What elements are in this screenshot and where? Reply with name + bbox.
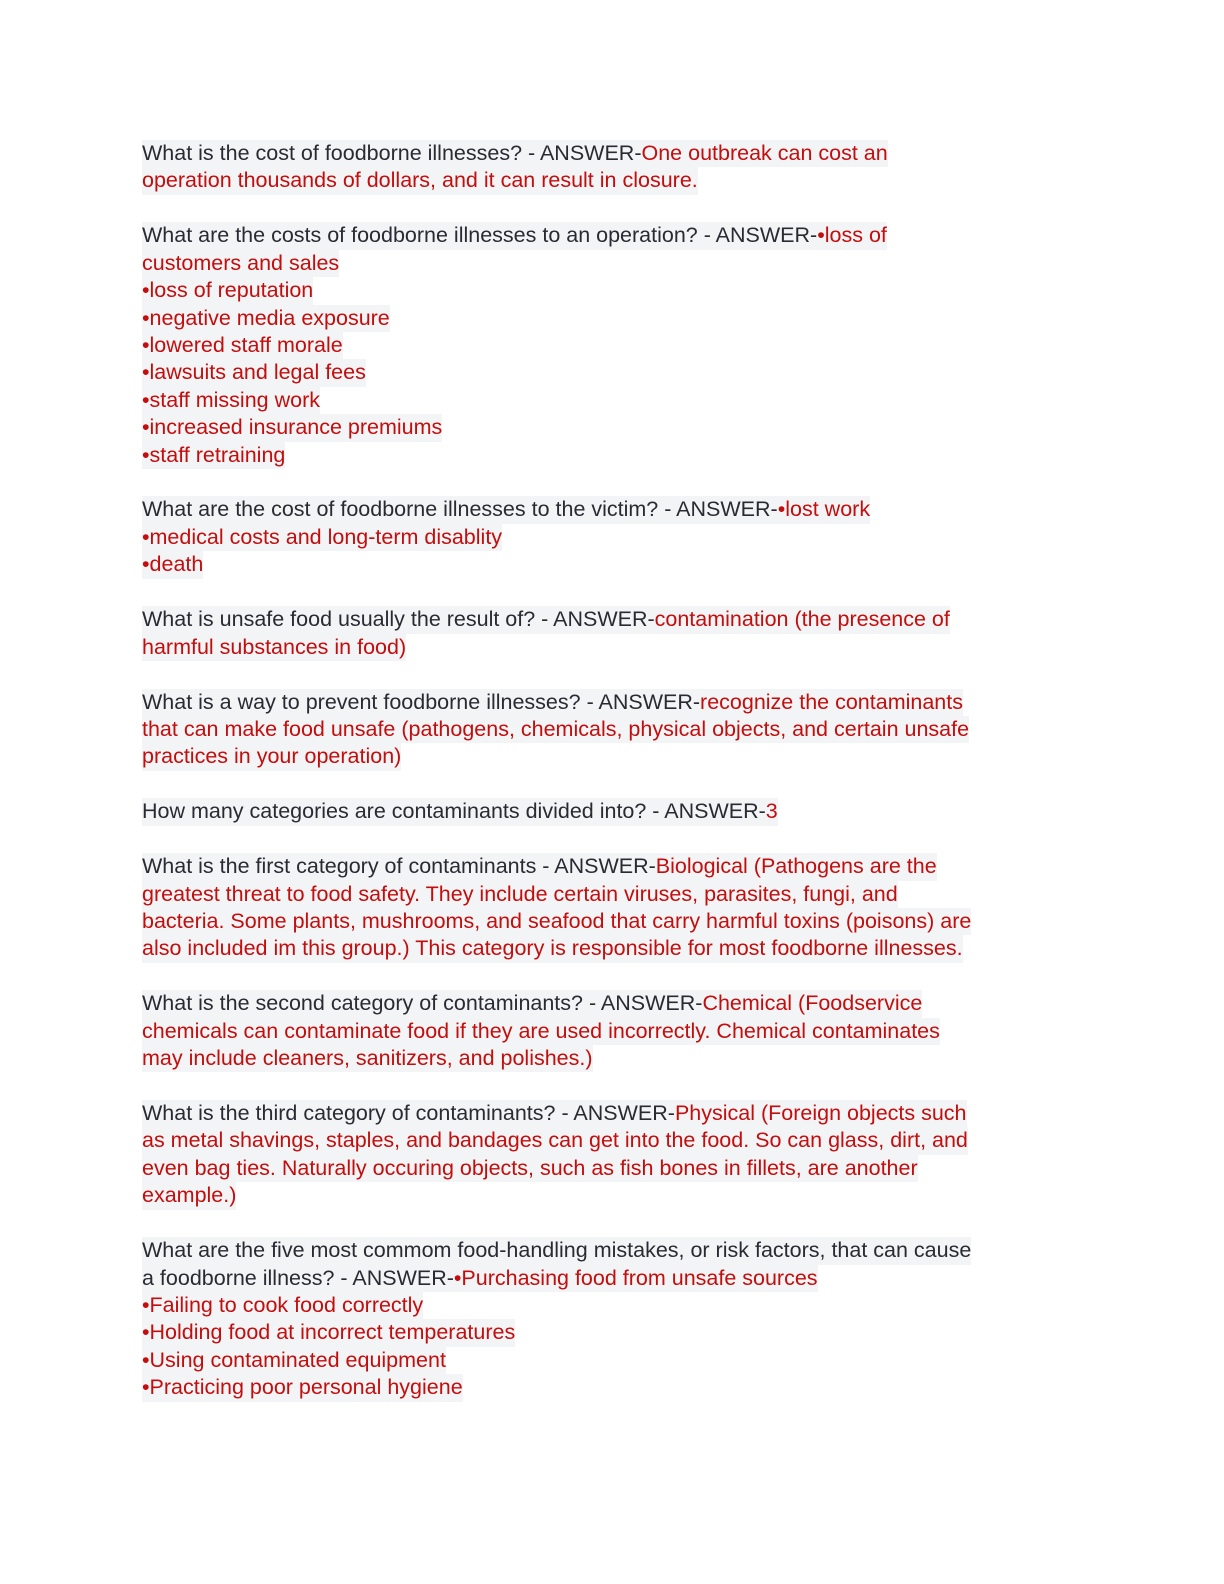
text-line	[142, 908, 971, 935]
qa-item	[142, 1100, 1082, 1210]
answer-text: •lawsuits and legal fees	[142, 360, 366, 385]
answer-text: greatest threat to food safety. They include certain viruses, parasites, fungi, and	[142, 881, 898, 906]
text-line	[142, 798, 778, 825]
text-line	[142, 1182, 236, 1209]
answer-text: as metal shavings, staples, and bandages can get into the food. So can glass, dirt, and	[142, 1128, 968, 1153]
text-line	[142, 1155, 918, 1182]
text-line	[142, 1265, 818, 1292]
answer-text: •staff missing work	[142, 387, 320, 412]
question-text: How many categories are contaminants divided into? - ANSWER-	[142, 799, 766, 824]
answer-text: •Purchasing food from unsafe sources	[453, 1265, 818, 1290]
answer-text: •death	[142, 552, 204, 577]
answer-text: •medical costs and long-term disablity	[142, 524, 503, 549]
text-line	[142, 524, 502, 551]
qa-item	[142, 689, 1082, 771]
text-line	[142, 140, 888, 167]
text-line	[142, 1292, 423, 1319]
qa-item	[142, 798, 1082, 825]
text-line	[142, 551, 203, 578]
text-line	[142, 1018, 940, 1045]
question-text: What are the costs of foodborne illnesses to an operation? - ANSWER-	[142, 223, 818, 248]
text-line	[142, 442, 285, 469]
answer-text: •lost work	[777, 497, 871, 522]
answer-text: •loss of	[817, 223, 887, 248]
document-page	[142, 140, 1082, 1429]
answer-text: •Using contaminated equipment	[142, 1347, 446, 1372]
answer-text: •Practicing poor personal hygiene	[142, 1375, 463, 1400]
answer-text: may include cleaners, sanitizers, and polishes.)	[142, 1046, 593, 1071]
text-line	[142, 743, 401, 770]
answer-text: harmful substances in food)	[142, 634, 407, 659]
text-line	[142, 716, 969, 743]
text-line	[142, 689, 963, 716]
question-text: What are the five most commom food-handling mistakes, or risk factors, that can cause	[142, 1238, 972, 1263]
text-line	[142, 853, 937, 880]
text-line	[142, 359, 366, 386]
answer-text: customers and sales	[142, 250, 340, 275]
answer-text: Chemical (Foodservice	[702, 991, 923, 1016]
text-line	[142, 1237, 971, 1264]
answer-text: •lowered staff morale	[142, 332, 343, 357]
answer-text: •loss of reputation	[142, 278, 314, 303]
qa-item	[142, 853, 1082, 963]
question-text: What is the first category of contaminants - ANSWER-	[142, 854, 656, 879]
answer-text: 3	[765, 799, 778, 824]
answer-text: that can make food unsafe (pathogens, chemicals, physical objects, and certain unsafe	[142, 716, 970, 741]
question-text: a foodborne illness? - ANSWER-	[142, 1265, 454, 1290]
answer-text: even bag ties. Naturally occuring objects, such as fish bones in fillets, are another	[142, 1155, 918, 1180]
qa-item	[142, 222, 1082, 469]
answer-text: •increased insurance premiums	[142, 415, 443, 440]
answer-text: operation thousands of dollars, and it can result in closure.	[142, 168, 698, 193]
text-line	[142, 277, 313, 304]
question-text: What is a way to prevent foodborne illnesses? - ANSWER-	[142, 689, 701, 714]
answer-text: Biological (Pathogens are the	[655, 854, 937, 879]
answer-text: bacteria. Some plants, mushrooms, and seafood that carry harmful toxins (poisons) are	[142, 908, 972, 933]
qa-item	[142, 1237, 1082, 1401]
qa-item	[142, 606, 1082, 661]
text-line	[142, 167, 698, 194]
qa-item	[142, 990, 1082, 1072]
answer-text: chemicals can contaminate food if they are used incorrectly. Chemical contaminates	[142, 1018, 940, 1043]
text-line	[142, 881, 898, 908]
qa-item	[142, 496, 1082, 578]
answer-text: recognize the contaminants	[700, 689, 963, 714]
text-line	[142, 250, 339, 277]
text-line	[142, 1374, 463, 1401]
answer-text: practices in your operation)	[142, 744, 402, 769]
question-text: What is the third category of contaminants? - ANSWER-	[142, 1100, 675, 1125]
qa-item	[142, 140, 1082, 195]
text-line	[142, 414, 442, 441]
answer-text: example.)	[142, 1183, 237, 1208]
answer-text: •Failing to cook food correctly	[142, 1292, 424, 1317]
question-text: What are the cost of foodborne illnesses to the victim? - ANSWER-	[142, 497, 778, 522]
text-line	[142, 935, 963, 962]
question-text: What is unsafe food usually the result of? - ANSWER-	[142, 607, 655, 632]
text-line	[142, 332, 343, 359]
text-line	[142, 990, 922, 1017]
text-line	[142, 387, 320, 414]
text-line	[142, 634, 406, 661]
text-line	[142, 1347, 446, 1374]
answer-text: also included im this group.) This category is responsible for most foodborne illnesses.	[142, 936, 963, 961]
answer-text: •negative media exposure	[142, 305, 390, 330]
text-line	[142, 1319, 515, 1346]
text-line	[142, 305, 390, 332]
text-line	[142, 496, 870, 523]
answer-text: •staff retraining	[142, 442, 286, 467]
text-line	[142, 1045, 593, 1072]
answer-text: Physical (Foreign objects such	[674, 1100, 967, 1125]
text-line	[142, 222, 887, 249]
text-line	[142, 1100, 967, 1127]
answer-text: •Holding food at incorrect temperatures	[142, 1320, 516, 1345]
question-text: What is the second category of contaminants? - ANSWER-	[142, 991, 703, 1016]
text-line	[142, 1127, 968, 1154]
question-text: What is the cost of foodborne illnesses? - ANSWER-	[142, 141, 642, 165]
text-line	[142, 606, 950, 633]
answer-text: contamination (the presence of	[654, 607, 950, 632]
answer-text: One outbreak can cost an	[641, 141, 888, 165]
